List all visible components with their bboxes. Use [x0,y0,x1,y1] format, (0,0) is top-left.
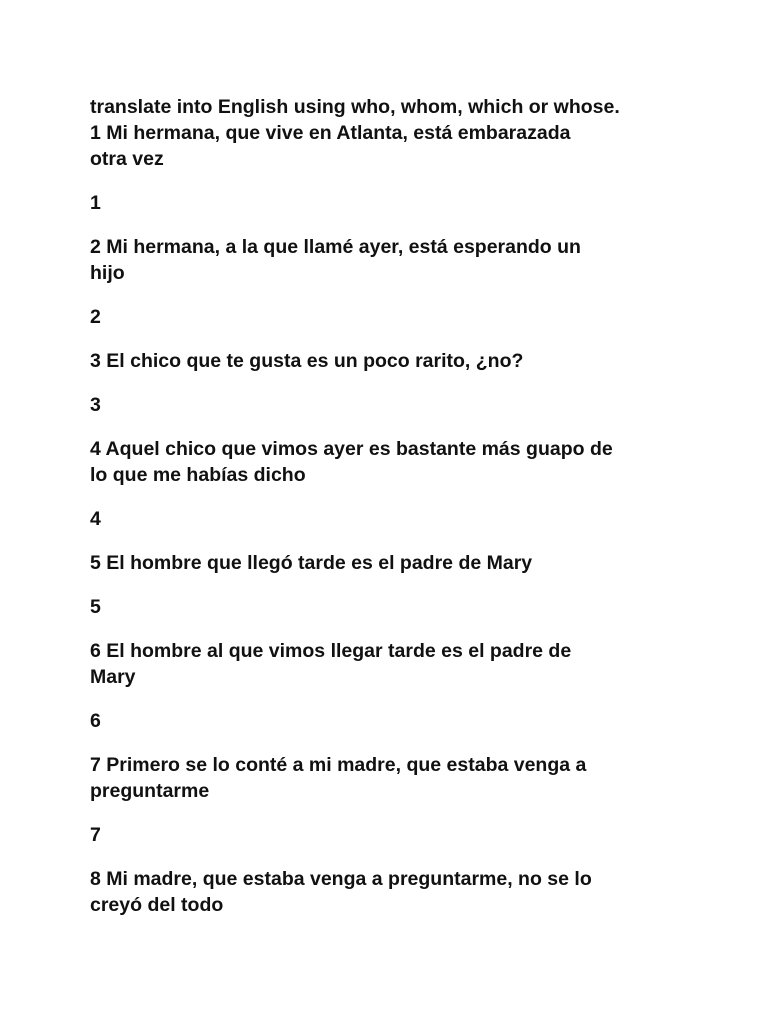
sentence-line: lo que me habías dicho [90,464,306,486]
exercise-item-2 [90,234,690,286]
answer-number-6: 6 [90,710,101,732]
exercise-content [90,94,690,918]
exercise-item-5 [90,550,690,576]
exercise-item-4 [90,436,690,488]
sentence-line: preguntarme [90,780,210,802]
answer-number-5: 5 [90,596,101,618]
sentence-line: 2 Mi hermana, a la que llamé ayer, está esperando un [90,236,581,258]
sentence-line: Mary [90,666,136,688]
instruction-text: translate into English using who, whom, which or whose. [90,96,620,118]
sentence-line: 8 Mi madre, que estaba venga a preguntarme, no se lo [90,868,592,890]
answer-number-3: 3 [90,394,101,416]
answer-number-7: 7 [90,824,101,846]
sentence-line: otra vez [90,148,164,170]
sentence-line: hijo [90,262,125,284]
answer-number-1: 1 [90,192,101,214]
answer-number-2: 2 [90,306,101,328]
sentence-line: 4 Aquel chico que vimos ayer es bastante más guapo de [90,438,613,460]
exercise-item-7 [90,752,690,804]
exercise-item-6 [90,638,690,690]
exercise-item-8 [90,866,690,918]
sentence-line: 1 Mi hermana, que vive en Atlanta, está embarazada [90,122,571,144]
sentence-line: 5 El hombre que llegó tarde es el padre de Mary [90,552,533,574]
sentence-line: 7 Primero se lo conté a mi madre, que estaba venga a [90,754,587,776]
sentence-line: 3 El chico que te gusta es un poco rarito, ¿no? [90,350,524,372]
sentence-line: creyó del todo [90,894,224,916]
answer-number-4: 4 [90,508,101,530]
exercise-item-3 [90,348,690,374]
sentence-line: 6 El hombre al que vimos llegar tarde es el padre de [90,640,572,662]
exercise-item-1 [90,120,690,172]
